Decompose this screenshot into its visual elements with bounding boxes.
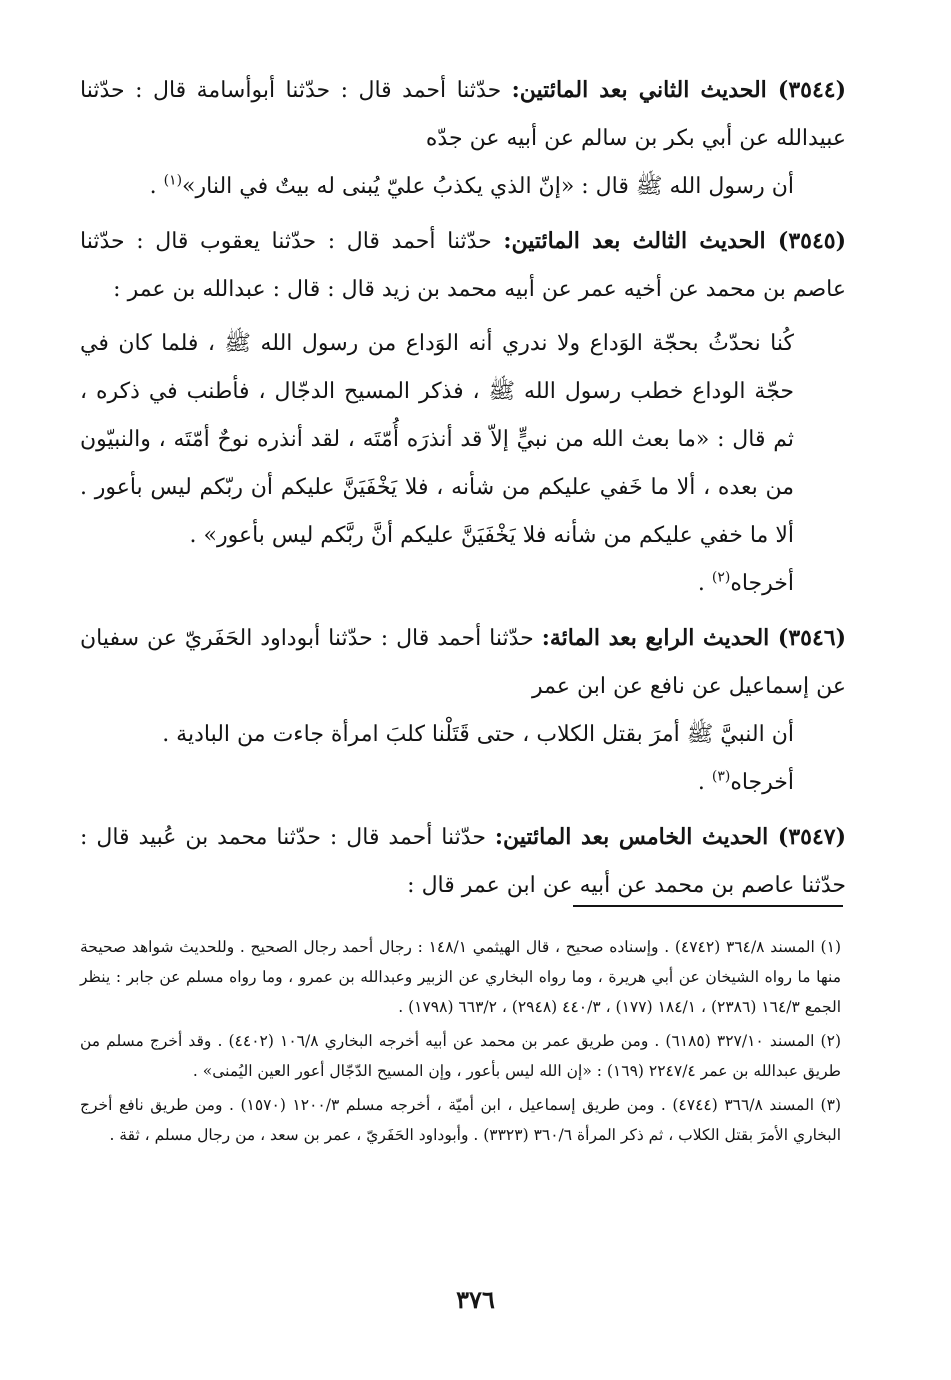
main-text [80,66,846,910]
hadith-3546-outro [80,759,846,807]
hadith-3545-chain: حدّثنا أحمد قال : حدّثنا يعقوب قال : حدّثنا عاصم بن محمد عن أخيه عمر عن أبيه محمد بن زيد قال : قال : عبدالله بن عمر : [80,229,846,302]
hadith-3546-matn: أن النبيَّ ﷺ أمرَ بقتل الكلاب ، حتى قَتَلْنا كلبَ امرأة جاءت من البادية . [162,722,794,747]
hadith-3544-matn [80,163,846,211]
hadith-3544-isnad [80,66,846,163]
footnote-ref-2: (٢) [711,569,731,586]
page-number: ٣٧٦ [456,1285,495,1314]
footnote-1: (١) المسند ٣٦٤/٨ (٤٧٤٢) . وإسناده صحيح ، قال الهيثمي ١٤٨/١ : رجال أحمد رجال الصحيح . وللحديث شواهد صحيحة منها ما رواه الشيخان عن أبي هريرة ، وما رواه البخاري عن الزبير وعبدالله بن عمرو ، وما رواه مسلم عن جابر : ينظر الجمع ١٦٤/٣ (٢٣٨٦) ، ١٨٤/١ (١٧٧) ، ٤٤٠/٣ (٢٩٤٨) ، ٦٦٣/٢ (١٧٩٨) . [80,938,841,1016]
hadith-3546-outro-end: . [697,770,712,795]
hadith-3545-title: (٣٥٤٥) الحديث الثالث بعد المائتين: [503,228,846,254]
hadith-3547-chain: حدّثنا أحمد قال : حدّثنا محمد بن عُبيد قال : حدّثنا عاصم بن محمد عن أبيه عن ابن عمر قال : [80,825,846,898]
footnote-2: (٢) المسند ٣٢٧/١٠ (٦١٨٥) . ومن طريق عمر بن محمد عن أبيه أخرجه البخاري ١٠٦/٨ (٤٤٠٢) . وقد أخرج مسلم من طريق عبدالله بن عمر ٢٢٤٧/٤ (١٦٩) : «إن الله ليس بأعور ، وإن المسيح الدّجّال أعور العين اليُمنى» . [80,1032,841,1080]
hadith-3547-isnad [80,813,846,910]
hadith-3545-outro-end: . [697,571,712,596]
footnote-ref-1: (١) [163,172,183,189]
hadith-3545-isnad [80,217,846,314]
hadith-3544-text: أن رسول الله ﷺ قال : «إنّ الذي يكذبُ عليّ يُبنى له بيتٌ في النار» [182,174,794,199]
hadith-3544-end: . [149,174,164,199]
footnote-divider [573,905,843,907]
hadith-3546-isnad [80,614,846,711]
footnote-3: (٣) المسند ٣٦٦/٨ (٤٧٤٤) . ومن طريق إسماعيل ، ابن أميّة ، أخرجه مسلم ١٢٠٠/٣ (١٥٧٠) . ومن طريق نافع أخرج البخاري الأمرَ بقتل الكلاب ، ثم ذكر المرأة ٣٦٠/٦ (٣٣٢٣) . وأبوداود الحَفَريّ ، عمر بن سعد ، من رجال مسلم ، ثقة . [80,1096,841,1144]
hadith-3544-title: (٣٥٤٤) الحديث الثاني بعد المائتين: [511,77,846,103]
hadith-3546-chain: حدّثنا أحمد قال : حدّثنا أبوداود الحَفَريّ عن سفيان عن إسماعيل عن نافع عن ابن عمر [80,626,846,699]
hadith-3545-outro [80,560,846,608]
hadith-3546-outro-text: أخرجاه [730,770,794,795]
hadith-3544-chain: حدّثنا أحمد قال : حدّثنا أبوأسامة قال : حدّثنا عبيدالله عن أبي بكر بن سالم عن أبيه عن جدّه [80,78,846,151]
footnote-ref-3: (٣) [711,768,731,785]
hadith-3545-matn: كُنا نحدّثُ بحجّة الوَداع ولا ندري أنه الوَداع من رسول الله ﷺ ، فلما كان في حجّة الوداع خطب رسول الله ﷺ ، فذكر المسيح الدجّال ، فأطنب في ذكره ، ثم قال : «ما بعث الله من نبيٍّ إلاّ قد أنذرَه أُمّتَه ، لقد أنذره نوحٌ أمّتَه ، والنبيّون من بعده ، ألا ما خَفي عليكم من شأنه ، فلا يَخْفَيَنَّ عليكم أن ربّكم ليس بأعور . ألا ما خفي عليكم من شأنه فلا يَخْفَيَنَّ عليكم أنَّ ربَّكم ليس بأعور» . [80,331,794,548]
footnotes [80,932,841,1154]
hadith-3546-title: (٣٥٤٦) الحديث الرابع بعد المائة: [541,625,846,651]
hadith-3545-outro-text: أخرجاه [730,571,794,596]
hadith-3547-title: (٣٥٤٧) الحديث الخامس بعد المائتين: [494,824,846,850]
